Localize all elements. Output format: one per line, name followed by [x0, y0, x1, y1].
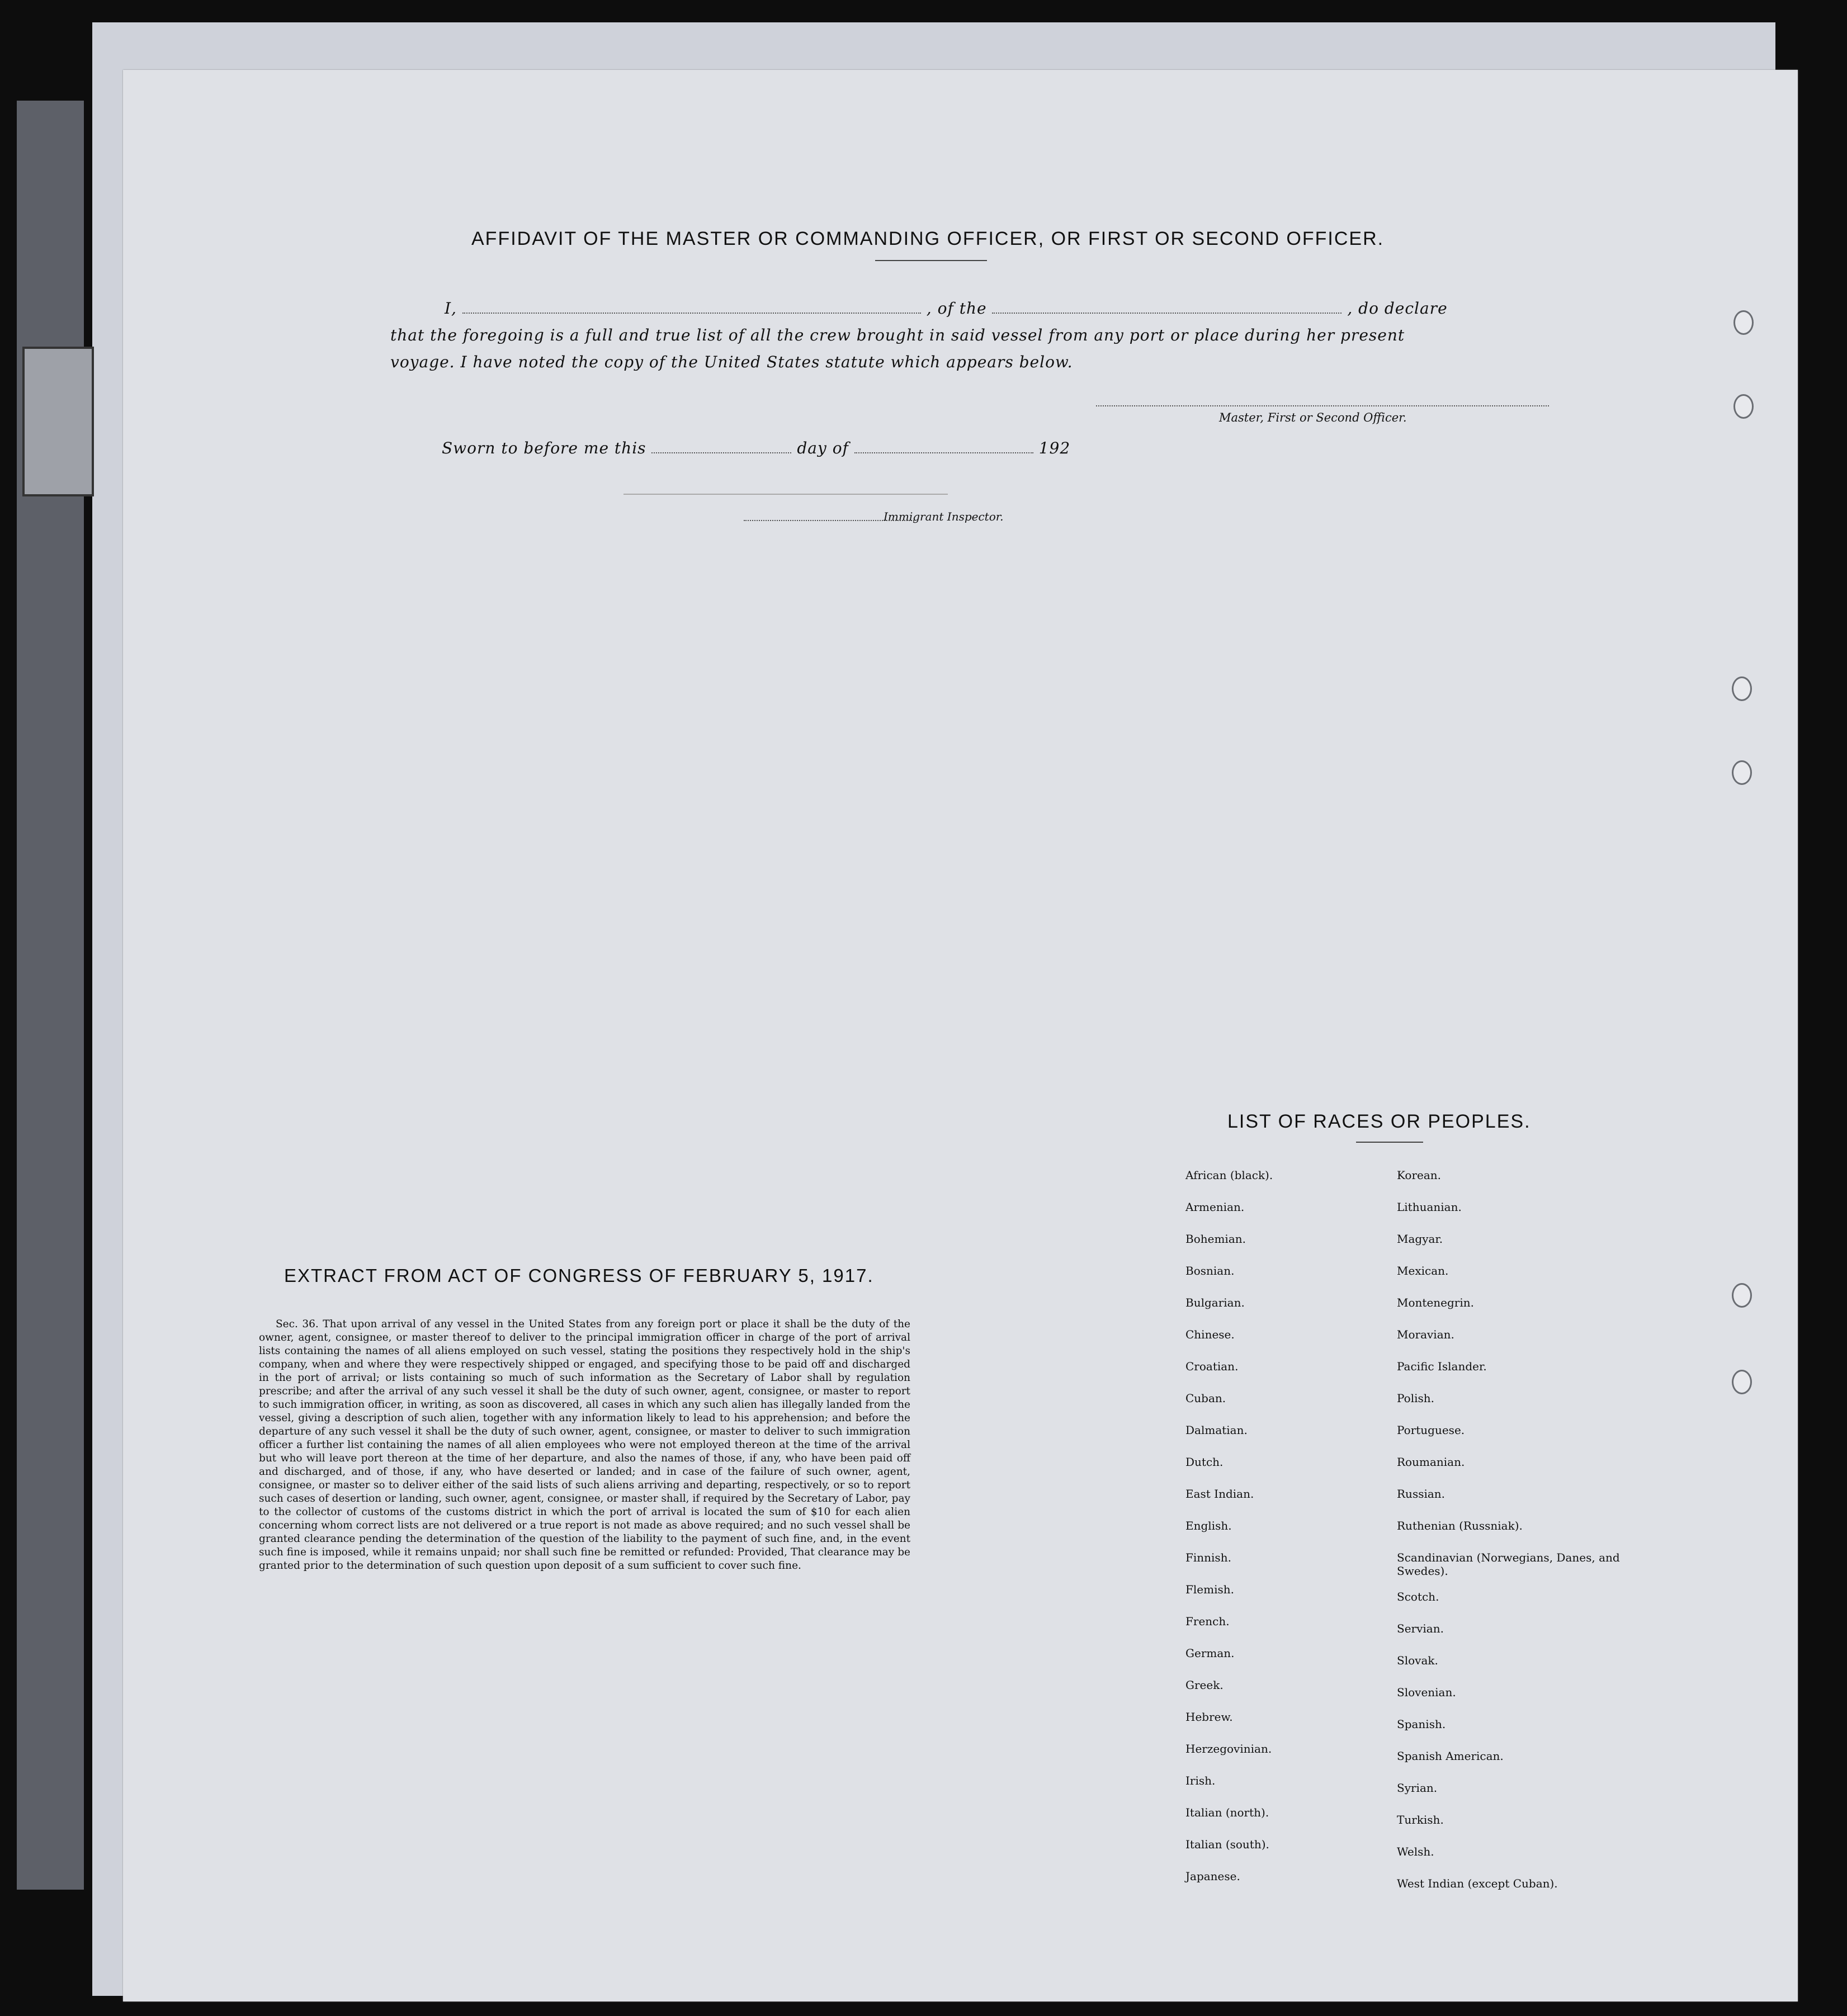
race-item: Dutch.: [1185, 1455, 1224, 1469]
sworn-text: Sworn to before me this: [442, 439, 646, 457]
extract-text: Sec. 36. That upon arrival of any vessel in the United States from any foreign port or place it shall be the duty of the owner, agent, consignee, or master thereof to deliver to the principal immigration officer in charge of the port of arrival lists containing the names of all aliens employed on such vessel, stating the positions they respectively hold in the ship's company, when and where they were respectively shipped or engaged, and specifying those to be paid off and discharged in the port of arrival; or lists containing so much of such information as the Secretary of Labor shall by regulation prescribe; and after the arrival of any such vessel it shall be the duty of such owner, agent, consignee, or master to report to such immigration officer, in writing, as soon as discovered, all cases in which any such alien has illegally landed from the vessel, giving a description of such alien, together with any information likely to lead to his apprehension; and before the departure of any such vessel it shall be the duty of such owner, agent, consignee, or master to deliver to such immigration officer a further list containing the names of all alien employees who were not employed thereon at the time of the arrival but who will leave port thereon at the time of her departure, and also the names of those, if any, who have been paid off and discharged, and of those, if any, who have deserted or landed; and in case of the failure of such owner, agent, consignee, or master so to deliver either of the said lists of such aliens arriving and departing, respectively, or so to report such cases of desertion or landing, such owner, agent, consignee, or master shall, if required by the Secretary of Labor, pay to the collector of customs of the customs district in which the port of arrival is located the sum of $10 for each alien concerning whom correct lists are not delivered or a true report is not made as above required; and no such vessel shall be granted clearance pending the determination of the question of the liability to the payment of such fine, and, in the event such fine is imposed, while it remains unpaid; nor shall such fine be remitted or refunded: Provided, That clearance may be granted prior to the determination of such question upon deposit of a sum sufficient to cover such fine.: [259, 1318, 910, 1572]
race-item: Montenegrin.: [1397, 1296, 1474, 1309]
races-column-2: [1397, 1168, 1643, 1909]
race-item: Bulgarian.: [1185, 1296, 1245, 1309]
race-item: Chinese.: [1185, 1328, 1235, 1341]
race-item: Spanish American.: [1397, 1749, 1504, 1763]
extract-title: EXTRACT FROM ACT OF CONGRESS OF FEBRUARY 5, 1917.: [284, 1265, 874, 1286]
race-item: Japanese.: [1185, 1870, 1240, 1883]
binder-hole: [1732, 760, 1752, 785]
race-item: Cuban.: [1185, 1392, 1226, 1405]
name-blank[interactable]: [462, 312, 921, 314]
edge-tab: [22, 347, 94, 496]
race-item: Slovenian.: [1397, 1686, 1456, 1699]
manifest-page: [123, 70, 1798, 2001]
race-item: Croatian.: [1185, 1360, 1239, 1373]
day-of-text: day of: [797, 439, 849, 457]
vessel-blank[interactable]: [992, 312, 1341, 314]
race-item: Flemish.: [1185, 1583, 1234, 1596]
day-blank[interactable]: [651, 452, 791, 453]
races-title: LIST OF RACES OR PEOPLES.: [1227, 1111, 1531, 1132]
race-item: Roumanian.: [1397, 1455, 1465, 1469]
binder-hole: [1732, 1370, 1752, 1394]
race-item: African (black).: [1185, 1168, 1273, 1182]
race-item: French.: [1185, 1615, 1230, 1628]
month-blank[interactable]: [854, 452, 1033, 453]
binder-hole: [1732, 1283, 1752, 1308]
race-item: East Indian.: [1185, 1487, 1254, 1501]
race-item: Finnish.: [1185, 1551, 1231, 1564]
race-item: Irish.: [1185, 1774, 1216, 1787]
master-signature-line[interactable]: [1096, 405, 1549, 406]
affidavit-line-3: voyage. I have noted the copy of the United States statute which appears below.: [390, 353, 1073, 371]
race-item: Slovak.: [1397, 1654, 1438, 1667]
race-item: Bohemian.: [1185, 1232, 1246, 1246]
affidavit-title: AFFIDAVIT OF THE MASTER OR COMMANDING OFFICER, OR FIRST OR SECOND OFFICER.: [471, 228, 1385, 249]
race-item: Armenian.: [1185, 1200, 1245, 1214]
affidavit-i: I,: [445, 299, 457, 318]
race-item: Hebrew.: [1185, 1710, 1233, 1724]
binder-hole: [1733, 394, 1754, 419]
binder-hole: [1732, 676, 1752, 701]
race-item: Lithuanian.: [1397, 1200, 1462, 1214]
race-item: Dalmatian.: [1185, 1423, 1248, 1437]
race-item: Polish.: [1397, 1392, 1434, 1405]
race-item: Korean.: [1397, 1168, 1442, 1182]
race-item: Syrian.: [1397, 1781, 1438, 1795]
affidavit-line-1: [445, 299, 1448, 318]
race-item: Welsh.: [1397, 1845, 1434, 1858]
race-item: Moravian.: [1397, 1328, 1454, 1341]
race-item: Ruthenian (Russniak).: [1397, 1519, 1523, 1532]
race-item: Bosnian.: [1185, 1264, 1235, 1277]
title-underline: [875, 260, 987, 261]
races-title-underline: [1356, 1142, 1423, 1143]
race-item: Magyar.: [1397, 1232, 1443, 1246]
race-item: West Indian (except Cuban).: [1397, 1877, 1558, 1890]
race-item: Scandinavian (Norwegians, Danes, and Swedes).: [1397, 1551, 1620, 1578]
race-item: Turkish.: [1397, 1813, 1444, 1826]
sworn-line: [442, 439, 1070, 457]
race-item: Herzegovinian.: [1185, 1742, 1272, 1755]
master-label: Master, First or Second Officer.: [1219, 411, 1407, 424]
races-column-1: [1185, 1168, 1387, 1901]
race-item: Spanish.: [1397, 1717, 1446, 1731]
inspector-label: Immigrant Inspector.: [884, 510, 1004, 523]
race-item: German.: [1185, 1646, 1235, 1660]
race-item: English.: [1185, 1519, 1232, 1532]
affidavit-line-2: that the foregoing is a full and true list of all the crew brought in said vessel from any port or place during her present: [390, 326, 1405, 344]
affidavit-declare: , do declare: [1347, 299, 1448, 318]
race-item: Portuguese.: [1397, 1423, 1465, 1437]
race-item: Mexican.: [1397, 1264, 1449, 1277]
race-item: Italian (north).: [1185, 1806, 1269, 1819]
inspector-rule: [623, 494, 948, 495]
year-text: 192: [1038, 439, 1071, 457]
race-item: Greek.: [1185, 1678, 1224, 1692]
affidavit-of-the: , of the: [926, 299, 987, 318]
race-item: Russian.: [1397, 1487, 1446, 1501]
race-item: Italian (south).: [1185, 1838, 1269, 1851]
race-item: Scotch.: [1397, 1590, 1439, 1603]
race-item: Pacific Islander.: [1397, 1360, 1487, 1373]
binder-hole: [1733, 310, 1754, 335]
race-item: Servian.: [1397, 1622, 1444, 1635]
